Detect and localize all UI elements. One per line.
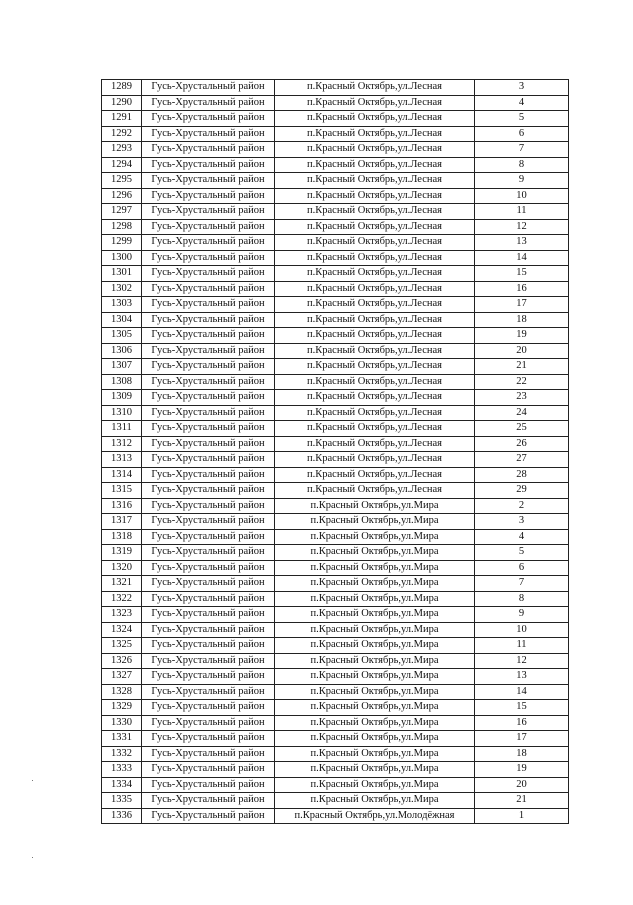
house-number-cell: 12 bbox=[475, 219, 569, 235]
row-number-cell: 1328 bbox=[102, 684, 142, 700]
scan-speck bbox=[32, 780, 33, 781]
house-number-cell: 20 bbox=[475, 777, 569, 793]
row-number-cell: 1318 bbox=[102, 529, 142, 545]
address-cell: п.Красный Октябрь,ул.Мира bbox=[275, 746, 475, 762]
address-cell: п.Красный Октябрь,ул.Мира bbox=[275, 762, 475, 778]
address-cell: п.Красный Октябрь,ул.Лесная bbox=[275, 95, 475, 111]
table-row bbox=[102, 653, 569, 669]
district-cell: Гусь-Хрустальный район bbox=[142, 142, 275, 158]
house-number-cell: 13 bbox=[475, 669, 569, 685]
address-cell: п.Красный Октябрь,ул.Мира bbox=[275, 591, 475, 607]
table-row bbox=[102, 312, 569, 328]
house-number-cell: 9 bbox=[475, 173, 569, 189]
district-cell: Гусь-Хрустальный район bbox=[142, 808, 275, 824]
row-number-cell: 1298 bbox=[102, 219, 142, 235]
address-cell: п.Красный Октябрь,ул.Мира bbox=[275, 715, 475, 731]
district-cell: Гусь-Хрустальный район bbox=[142, 173, 275, 189]
district-cell: Гусь-Хрустальный район bbox=[142, 359, 275, 375]
address-cell: п.Красный Октябрь,ул.Лесная bbox=[275, 266, 475, 282]
address-cell: п.Красный Октябрь,ул.Лесная bbox=[275, 343, 475, 359]
address-cell: п.Красный Октябрь,ул.Лесная bbox=[275, 452, 475, 468]
district-cell: Гусь-Хрустальный район bbox=[142, 591, 275, 607]
district-cell: Гусь-Хрустальный район bbox=[142, 529, 275, 545]
table-row bbox=[102, 142, 569, 158]
table-row bbox=[102, 607, 569, 623]
table-row bbox=[102, 374, 569, 390]
address-cell: п.Красный Октябрь,ул.Лесная bbox=[275, 421, 475, 437]
table-row bbox=[102, 483, 569, 499]
table-row bbox=[102, 343, 569, 359]
table-row bbox=[102, 436, 569, 452]
house-number-cell: 29 bbox=[475, 483, 569, 499]
house-number-cell: 7 bbox=[475, 576, 569, 592]
row-number-cell: 1313 bbox=[102, 452, 142, 468]
row-number-cell: 1291 bbox=[102, 111, 142, 127]
table-row bbox=[102, 638, 569, 654]
row-number-cell: 1323 bbox=[102, 607, 142, 623]
address-cell: п.Красный Октябрь,ул.Лесная bbox=[275, 188, 475, 204]
table-row bbox=[102, 777, 569, 793]
address-cell: п.Красный Октябрь,ул.Мира bbox=[275, 498, 475, 514]
house-number-cell: 21 bbox=[475, 793, 569, 809]
address-cell: п.Красный Октябрь,ул.Лесная bbox=[275, 390, 475, 406]
district-cell: Гусь-Хрустальный район bbox=[142, 421, 275, 437]
house-number-cell: 15 bbox=[475, 266, 569, 282]
address-cell: п.Красный Октябрь,ул.Мира bbox=[275, 793, 475, 809]
address-cell: п.Красный Октябрь,ул.Лесная bbox=[275, 328, 475, 344]
address-cell: п.Красный Октябрь,ул.Лесная bbox=[275, 436, 475, 452]
house-number-cell: 14 bbox=[475, 684, 569, 700]
row-number-cell: 1336 bbox=[102, 808, 142, 824]
address-table bbox=[101, 79, 569, 824]
address-cell: п.Красный Октябрь,ул.Лесная bbox=[275, 467, 475, 483]
table-row bbox=[102, 731, 569, 747]
table-row bbox=[102, 111, 569, 127]
district-cell: Гусь-Хрустальный район bbox=[142, 700, 275, 716]
address-cell: п.Красный Октябрь,ул.Мира bbox=[275, 622, 475, 638]
district-cell: Гусь-Хрустальный район bbox=[142, 762, 275, 778]
address-cell: п.Красный Октябрь,ул.Лесная bbox=[275, 173, 475, 189]
district-cell: Гусь-Хрустальный район bbox=[142, 545, 275, 561]
row-number-cell: 1320 bbox=[102, 560, 142, 576]
table-row bbox=[102, 250, 569, 266]
table-row bbox=[102, 684, 569, 700]
house-number-cell: 8 bbox=[475, 157, 569, 173]
address-cell: п.Красный Октябрь,ул.Мира bbox=[275, 731, 475, 747]
address-cell: п.Красный Октябрь,ул.Мира bbox=[275, 653, 475, 669]
district-cell: Гусь-Хрустальный район bbox=[142, 731, 275, 747]
table-row bbox=[102, 746, 569, 762]
district-cell: Гусь-Хрустальный район bbox=[142, 328, 275, 344]
address-cell: п.Красный Октябрь,ул.Мира bbox=[275, 607, 475, 623]
district-cell: Гусь-Хрустальный район bbox=[142, 188, 275, 204]
address-cell: п.Красный Октябрь,ул.Лесная bbox=[275, 80, 475, 96]
district-cell: Гусь-Хрустальный район bbox=[142, 607, 275, 623]
address-cell: п.Красный Октябрь,ул.Лесная bbox=[275, 250, 475, 266]
district-cell: Гусь-Хрустальный район bbox=[142, 514, 275, 530]
row-number-cell: 1335 bbox=[102, 793, 142, 809]
district-cell: Гусь-Хрустальный район bbox=[142, 498, 275, 514]
row-number-cell: 1316 bbox=[102, 498, 142, 514]
house-number-cell: 17 bbox=[475, 731, 569, 747]
house-number-cell: 9 bbox=[475, 607, 569, 623]
row-number-cell: 1306 bbox=[102, 343, 142, 359]
house-number-cell: 21 bbox=[475, 359, 569, 375]
table-row bbox=[102, 421, 569, 437]
house-number-cell: 20 bbox=[475, 343, 569, 359]
row-number-cell: 1324 bbox=[102, 622, 142, 638]
table-row bbox=[102, 545, 569, 561]
district-cell: Гусь-Хрустальный район bbox=[142, 622, 275, 638]
row-number-cell: 1295 bbox=[102, 173, 142, 189]
district-cell: Гусь-Хрустальный район bbox=[142, 777, 275, 793]
district-cell: Гусь-Хрустальный район bbox=[142, 297, 275, 313]
table-row bbox=[102, 235, 569, 251]
house-number-cell: 1 bbox=[475, 808, 569, 824]
district-cell: Гусь-Хрустальный район bbox=[142, 157, 275, 173]
row-number-cell: 1321 bbox=[102, 576, 142, 592]
district-cell: Гусь-Хрустальный район bbox=[142, 126, 275, 142]
address-cell: п.Красный Октябрь,ул.Лесная bbox=[275, 374, 475, 390]
row-number-cell: 1310 bbox=[102, 405, 142, 421]
row-number-cell: 1302 bbox=[102, 281, 142, 297]
address-cell: п.Красный Октябрь,ул.Лесная bbox=[275, 126, 475, 142]
row-number-cell: 1305 bbox=[102, 328, 142, 344]
row-number-cell: 1331 bbox=[102, 731, 142, 747]
district-cell: Гусь-Хрустальный район bbox=[142, 405, 275, 421]
district-cell: Гусь-Хрустальный район bbox=[142, 653, 275, 669]
table-row bbox=[102, 498, 569, 514]
house-number-cell: 13 bbox=[475, 235, 569, 251]
address-cell: п.Красный Октябрь,ул.Лесная bbox=[275, 235, 475, 251]
address-cell: п.Красный Октябрь,ул.Лесная bbox=[275, 483, 475, 499]
house-number-cell: 8 bbox=[475, 591, 569, 607]
table-row bbox=[102, 266, 569, 282]
row-number-cell: 1292 bbox=[102, 126, 142, 142]
row-number-cell: 1300 bbox=[102, 250, 142, 266]
district-cell: Гусь-Хрустальный район bbox=[142, 684, 275, 700]
house-number-cell: 5 bbox=[475, 111, 569, 127]
table-row bbox=[102, 173, 569, 189]
address-cell: п.Красный Октябрь,ул.Мира bbox=[275, 514, 475, 530]
house-number-cell: 25 bbox=[475, 421, 569, 437]
district-cell: Гусь-Хрустальный район bbox=[142, 467, 275, 483]
address-cell: п.Красный Октябрь,ул.Лесная bbox=[275, 297, 475, 313]
house-number-cell: 4 bbox=[475, 529, 569, 545]
district-cell: Гусь-Хрустальный район bbox=[142, 638, 275, 654]
house-number-cell: 7 bbox=[475, 142, 569, 158]
house-number-cell: 10 bbox=[475, 622, 569, 638]
address-cell: п.Красный Октябрь,ул.Мира bbox=[275, 638, 475, 654]
row-number-cell: 1312 bbox=[102, 436, 142, 452]
address-cell: п.Красный Октябрь,ул.Лесная bbox=[275, 157, 475, 173]
district-cell: Гусь-Хрустальный район bbox=[142, 669, 275, 685]
table-row bbox=[102, 669, 569, 685]
table-row bbox=[102, 576, 569, 592]
house-number-cell: 18 bbox=[475, 312, 569, 328]
address-cell: п.Красный Октябрь,ул.Лесная bbox=[275, 204, 475, 220]
table-row bbox=[102, 219, 569, 235]
address-cell: п.Красный Октябрь,ул.Лесная bbox=[275, 281, 475, 297]
district-cell: Гусь-Хрустальный район bbox=[142, 250, 275, 266]
district-cell: Гусь-Хрустальный район bbox=[142, 436, 275, 452]
row-number-cell: 1327 bbox=[102, 669, 142, 685]
house-number-cell: 14 bbox=[475, 250, 569, 266]
row-number-cell: 1333 bbox=[102, 762, 142, 778]
row-number-cell: 1304 bbox=[102, 312, 142, 328]
district-cell: Гусь-Хрустальный район bbox=[142, 715, 275, 731]
table-row bbox=[102, 762, 569, 778]
house-number-cell: 3 bbox=[475, 80, 569, 96]
district-cell: Гусь-Хрустальный район bbox=[142, 80, 275, 96]
district-cell: Гусь-Хрустальный район bbox=[142, 560, 275, 576]
address-cell: п.Красный Октябрь,ул.Лесная bbox=[275, 142, 475, 158]
house-number-cell: 12 bbox=[475, 653, 569, 669]
row-number-cell: 1314 bbox=[102, 467, 142, 483]
district-cell: Гусь-Хрустальный район bbox=[142, 312, 275, 328]
house-number-cell: 6 bbox=[475, 126, 569, 142]
house-number-cell: 22 bbox=[475, 374, 569, 390]
table-row bbox=[102, 700, 569, 716]
row-number-cell: 1297 bbox=[102, 204, 142, 220]
row-number-cell: 1294 bbox=[102, 157, 142, 173]
table-row bbox=[102, 281, 569, 297]
row-number-cell: 1326 bbox=[102, 653, 142, 669]
table-row bbox=[102, 560, 569, 576]
table-row bbox=[102, 188, 569, 204]
district-cell: Гусь-Хрустальный район bbox=[142, 793, 275, 809]
table-row bbox=[102, 793, 569, 809]
house-number-cell: 10 bbox=[475, 188, 569, 204]
row-number-cell: 1315 bbox=[102, 483, 142, 499]
house-number-cell: 28 bbox=[475, 467, 569, 483]
house-number-cell: 27 bbox=[475, 452, 569, 468]
house-number-cell: 16 bbox=[475, 281, 569, 297]
address-cell: п.Красный Октябрь,ул.Мира bbox=[275, 576, 475, 592]
address-cell: п.Красный Октябрь,ул.Мира bbox=[275, 560, 475, 576]
house-number-cell: 3 bbox=[475, 514, 569, 530]
row-number-cell: 1330 bbox=[102, 715, 142, 731]
house-number-cell: 23 bbox=[475, 390, 569, 406]
address-cell: п.Красный Октябрь,ул.Лесная bbox=[275, 219, 475, 235]
row-number-cell: 1307 bbox=[102, 359, 142, 375]
address-cell: п.Красный Октябрь,ул.Молодёжная bbox=[275, 808, 475, 824]
table-row bbox=[102, 328, 569, 344]
table-row bbox=[102, 157, 569, 173]
table-row bbox=[102, 126, 569, 142]
house-number-cell: 26 bbox=[475, 436, 569, 452]
house-number-cell: 19 bbox=[475, 762, 569, 778]
row-number-cell: 1290 bbox=[102, 95, 142, 111]
house-number-cell: 11 bbox=[475, 204, 569, 220]
house-number-cell: 2 bbox=[475, 498, 569, 514]
district-cell: Гусь-Хрустальный район bbox=[142, 374, 275, 390]
row-number-cell: 1293 bbox=[102, 142, 142, 158]
district-cell: Гусь-Хрустальный район bbox=[142, 266, 275, 282]
table-row bbox=[102, 359, 569, 375]
table-row bbox=[102, 591, 569, 607]
scan-speck bbox=[32, 857, 33, 858]
table-row bbox=[102, 452, 569, 468]
address-cell: п.Красный Октябрь,ул.Лесная bbox=[275, 359, 475, 375]
district-cell: Гусь-Хрустальный район bbox=[142, 452, 275, 468]
row-number-cell: 1334 bbox=[102, 777, 142, 793]
table-row bbox=[102, 204, 569, 220]
row-number-cell: 1301 bbox=[102, 266, 142, 282]
house-number-cell: 24 bbox=[475, 405, 569, 421]
table-row bbox=[102, 514, 569, 530]
district-cell: Гусь-Хрустальный район bbox=[142, 235, 275, 251]
address-table-body bbox=[102, 80, 569, 824]
row-number-cell: 1308 bbox=[102, 374, 142, 390]
district-cell: Гусь-Хрустальный район bbox=[142, 576, 275, 592]
row-number-cell: 1299 bbox=[102, 235, 142, 251]
address-cell: п.Красный Октябрь,ул.Лесная bbox=[275, 312, 475, 328]
table-row bbox=[102, 808, 569, 824]
row-number-cell: 1289 bbox=[102, 80, 142, 96]
row-number-cell: 1311 bbox=[102, 421, 142, 437]
address-cell: п.Красный Октябрь,ул.Лесная bbox=[275, 405, 475, 421]
house-number-cell: 15 bbox=[475, 700, 569, 716]
house-number-cell: 5 bbox=[475, 545, 569, 561]
district-cell: Гусь-Хрустальный район bbox=[142, 219, 275, 235]
district-cell: Гусь-Хрустальный район bbox=[142, 390, 275, 406]
row-number-cell: 1319 bbox=[102, 545, 142, 561]
row-number-cell: 1322 bbox=[102, 591, 142, 607]
row-number-cell: 1296 bbox=[102, 188, 142, 204]
row-number-cell: 1325 bbox=[102, 638, 142, 654]
table-row bbox=[102, 297, 569, 313]
house-number-cell: 4 bbox=[475, 95, 569, 111]
row-number-cell: 1332 bbox=[102, 746, 142, 762]
house-number-cell: 11 bbox=[475, 638, 569, 654]
row-number-cell: 1329 bbox=[102, 700, 142, 716]
address-cell: п.Красный Октябрь,ул.Мира bbox=[275, 529, 475, 545]
house-number-cell: 17 bbox=[475, 297, 569, 313]
house-number-cell: 6 bbox=[475, 560, 569, 576]
address-cell: п.Красный Октябрь,ул.Мира bbox=[275, 700, 475, 716]
district-cell: Гусь-Хрустальный район bbox=[142, 483, 275, 499]
address-cell: п.Красный Октябрь,ул.Мира bbox=[275, 777, 475, 793]
table-row bbox=[102, 80, 569, 96]
address-cell: п.Красный Октябрь,ул.Мира bbox=[275, 545, 475, 561]
table-row bbox=[102, 405, 569, 421]
district-cell: Гусь-Хрустальный район bbox=[142, 746, 275, 762]
house-number-cell: 18 bbox=[475, 746, 569, 762]
table-row bbox=[102, 529, 569, 545]
address-cell: п.Красный Октябрь,ул.Мира bbox=[275, 669, 475, 685]
table-row bbox=[102, 622, 569, 638]
district-cell: Гусь-Хрустальный район bbox=[142, 281, 275, 297]
address-cell: п.Красный Октябрь,ул.Лесная bbox=[275, 111, 475, 127]
row-number-cell: 1309 bbox=[102, 390, 142, 406]
row-number-cell: 1303 bbox=[102, 297, 142, 313]
district-cell: Гусь-Хрустальный район bbox=[142, 111, 275, 127]
house-number-cell: 16 bbox=[475, 715, 569, 731]
district-cell: Гусь-Хрустальный район bbox=[142, 343, 275, 359]
district-cell: Гусь-Хрустальный район bbox=[142, 204, 275, 220]
table-row bbox=[102, 390, 569, 406]
address-cell: п.Красный Октябрь,ул.Мира bbox=[275, 684, 475, 700]
house-number-cell: 19 bbox=[475, 328, 569, 344]
row-number-cell: 1317 bbox=[102, 514, 142, 530]
table-row bbox=[102, 467, 569, 483]
district-cell: Гусь-Хрустальный район bbox=[142, 95, 275, 111]
table-row bbox=[102, 715, 569, 731]
table-row bbox=[102, 95, 569, 111]
